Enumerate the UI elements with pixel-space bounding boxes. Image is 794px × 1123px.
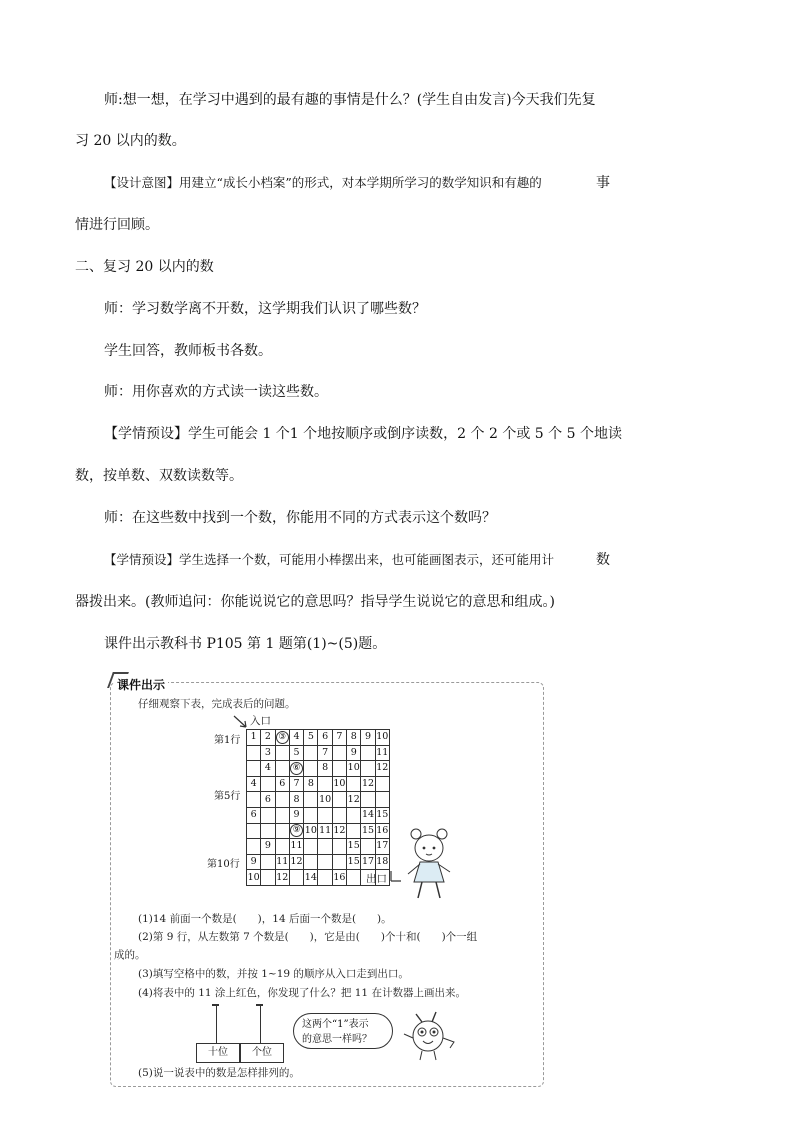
grid-cell: [361, 761, 375, 777]
grid-cell: 12: [289, 854, 303, 870]
grid-cell: [275, 730, 289, 746]
grid-cell: [332, 807, 346, 823]
grid-cell: 8: [289, 792, 303, 808]
grid-row: [247, 745, 390, 761]
grid-cell: 5: [289, 745, 303, 761]
grid-cell: 9: [361, 730, 375, 746]
grid-cell: [332, 854, 346, 870]
abacus-base: [196, 1043, 284, 1063]
grid-row: [247, 839, 390, 855]
grid-cell: [261, 870, 275, 886]
paragraph-preview-line2: 数，按单数、双数读数等。: [75, 468, 243, 484]
grid-row: [247, 792, 390, 808]
grid-cell: [332, 761, 346, 777]
paragraph-design-intent-line1: 【设计意图】用建立“成长小档案”的形式，对本学期所学习的数学知识和有趣的: [104, 175, 542, 190]
grid-cell: [318, 807, 332, 823]
paragraph-teacher-numbers: 师：学习数学离不开数，这学期我们认识了哪些数？: [104, 301, 426, 317]
grid-cell: [361, 792, 375, 808]
grid-row: [247, 761, 390, 777]
grid-cell: 8: [318, 761, 332, 777]
question-1: (1)14 前面一个数是( )，14 后面一个数是( )。: [138, 913, 392, 925]
grid-cell: [289, 823, 303, 839]
grid-cell: 3: [261, 745, 275, 761]
grid-cell: [318, 854, 332, 870]
abacus-rod-ones: [260, 1005, 261, 1043]
grid-cell: 12: [275, 870, 289, 886]
grid-cell: [275, 823, 289, 839]
grid-cell: [247, 761, 261, 777]
paragraph-preview2-end: 数: [596, 552, 610, 568]
circled-number: ③: [276, 731, 289, 744]
grid-cell: 10: [304, 823, 318, 839]
bubble-line-2: 的意思一样吗？: [302, 1034, 372, 1045]
grid-cell: [332, 839, 346, 855]
paragraph-teacher-find: 师：在这些数中找到一个数，你能用不同的方式表示这个数吗？: [104, 510, 496, 526]
grid-cell: [304, 792, 318, 808]
grid-cell: [361, 839, 375, 855]
grid-row: [247, 730, 390, 746]
speech-bubble: [293, 1013, 393, 1049]
grid-cell: 9: [261, 839, 275, 855]
grid-cell: [275, 761, 289, 777]
grid-cell: 7: [289, 776, 303, 792]
grid-cell: 8: [304, 776, 318, 792]
grid-cell: 8: [347, 730, 361, 746]
grid-cell: [261, 776, 275, 792]
grid-cell: 1: [247, 730, 261, 746]
paragraph-preview2-line1: 【学情预设】学生选择一个数，可能用小棒摆出来，也可能画图表示，还可能用计: [104, 552, 555, 567]
panel-instruction: 仔细观察下表，完成表后的问题。: [138, 698, 296, 710]
grid-cell: [275, 745, 289, 761]
exit-label: 出口: [366, 873, 387, 885]
section-heading: 二、复习 20 以内的数: [75, 259, 214, 275]
grid-cell: 5: [304, 730, 318, 746]
paragraph-teacher-question-line1: 师:想一想，在学习中遇到的最有趣的事情是什么？(学生自由发言)今天我们先复: [104, 92, 596, 108]
grid-cell: 17: [375, 839, 389, 855]
grid-cell: 15: [347, 839, 361, 855]
question-2-line1: (2)第 9 行，从左数第 7 个数是( )，它是由( )个十和( )个一组: [138, 931, 478, 943]
grid-cell: [261, 823, 275, 839]
grid-cell: 6: [247, 807, 261, 823]
grid-row: [247, 854, 390, 870]
grid-cell: 4: [289, 730, 303, 746]
grid-cell: [247, 792, 261, 808]
question-2-line2: 成的。: [114, 949, 146, 961]
grid-row: [247, 776, 390, 792]
grid-cell: [289, 761, 303, 777]
cartoon-character-illustration: [398, 1008, 460, 1068]
grid-cell: [304, 854, 318, 870]
grid-cell: [347, 870, 361, 886]
circled-number: ⑨: [290, 824, 303, 837]
grid-cell: 10: [332, 776, 346, 792]
grid-cell: 9: [247, 854, 261, 870]
paragraph-preview-line1: 【学情预设】学生可能会 1 个1 个地按顺序或倒序读数，2 个 2 个或 5 个 5 个地读: [104, 426, 622, 442]
grid-cell: [247, 839, 261, 855]
question-4: (4)将表中的 11 涂上红色，你发现了什么？把 11 在计数器上画出来。: [138, 987, 466, 999]
entry-label: 入口: [250, 715, 271, 727]
grid-cell: 18: [375, 854, 389, 870]
question-3: (3)填写空格中的数，并按 1~19 的顺序从入口走到出口。: [138, 968, 409, 980]
paragraph-teacher-read: 师：用你喜欢的方式读一读这些数。: [104, 384, 328, 400]
row-label-5: 第5行: [214, 791, 241, 802]
grid-cell: [375, 776, 389, 792]
grid-cell: 7: [332, 730, 346, 746]
paragraph-courseware: 课件出示教科书 P105 第 1 题第(1)~(5)题。: [104, 636, 387, 652]
grid-cell: [318, 839, 332, 855]
question-5: (5)说一说表中的数是怎样排列的。: [138, 1067, 300, 1079]
grid-cell: 15: [375, 807, 389, 823]
grid-cell: [332, 792, 346, 808]
grid-cell: [275, 839, 289, 855]
grid-cell: 10: [247, 870, 261, 886]
grid-cell: 9: [347, 745, 361, 761]
grid-cell: [275, 807, 289, 823]
grid-cell: 14: [361, 807, 375, 823]
grid-cell: 6: [275, 776, 289, 792]
grid-cell: [318, 776, 332, 792]
grid-cell: 16: [375, 823, 389, 839]
row-label-1: 第1行: [214, 735, 241, 746]
grid-cell: 11: [275, 854, 289, 870]
paragraph-student-answer: 学生回答，教师板书各数。: [104, 343, 272, 359]
grid-cell: [375, 792, 389, 808]
grid-cell: 12: [375, 761, 389, 777]
paragraph-preview2-line2: 器拨出来。(教师追问：你能说说它的意思吗？指导学生说说它的意思和组成。): [75, 594, 555, 610]
grid-cell: [261, 854, 275, 870]
grid-cell: [347, 807, 361, 823]
grid-row: [247, 807, 390, 823]
grid-cell: 10: [318, 792, 332, 808]
grid-cell: 6: [261, 792, 275, 808]
grid-cell: [247, 823, 261, 839]
paragraph-teacher-question-line2: 习 20 以内的数。: [75, 133, 186, 149]
abacus-rod-tens: [216, 1005, 217, 1043]
grid-cell: 15: [347, 854, 361, 870]
grid-cell: [361, 745, 375, 761]
bubble-line-1: 这两个“1”表示: [302, 1019, 369, 1030]
grid-cell: 10: [347, 761, 361, 777]
number-grid: [246, 729, 390, 886]
grid-cell: [304, 745, 318, 761]
grid-cell: [332, 745, 346, 761]
grid-cell: 12: [332, 823, 346, 839]
grid-cell: [275, 792, 289, 808]
circled-number: ⑥: [290, 762, 303, 775]
grid-cell: [261, 807, 275, 823]
grid-cell: 16: [332, 870, 346, 886]
grid-cell: 15: [361, 823, 375, 839]
grid-cell: 6: [318, 730, 332, 746]
grid-cell: 7: [318, 745, 332, 761]
grid-cell: 17: [361, 854, 375, 870]
grid-cell: [304, 839, 318, 855]
grid-cell: [318, 870, 332, 886]
grid-cell: 10: [375, 730, 389, 746]
grid-row: [247, 823, 390, 839]
grid-cell: [247, 745, 261, 761]
grid-cell: 2: [261, 730, 275, 746]
grid-cell: 11: [318, 823, 332, 839]
grid-cell: 4: [247, 776, 261, 792]
paragraph-design-intent-end: 事: [596, 175, 610, 191]
grid-cell: 11: [375, 745, 389, 761]
grid-cell: 14: [304, 870, 318, 886]
grid-cell: 12: [361, 776, 375, 792]
grid-cell: 9: [289, 807, 303, 823]
paragraph-design-intent-line2: 情进行回顾。: [75, 217, 159, 233]
grid-cell: [304, 807, 318, 823]
grid-cell: [347, 776, 361, 792]
abacus-ones-label: 个位: [240, 1043, 284, 1063]
courseware-tag: 课件出示: [114, 676, 168, 693]
grid-cell: [289, 870, 303, 886]
grid-cell: [347, 823, 361, 839]
row-label-10: 第10行: [207, 859, 240, 870]
girl-illustration: [398, 826, 460, 910]
grid-cell: 11: [289, 839, 303, 855]
grid-cell: 4: [261, 761, 275, 777]
grid-cell: 12: [347, 792, 361, 808]
grid-cell: [304, 761, 318, 777]
abacus-tens-label: 十位: [196, 1043, 240, 1063]
